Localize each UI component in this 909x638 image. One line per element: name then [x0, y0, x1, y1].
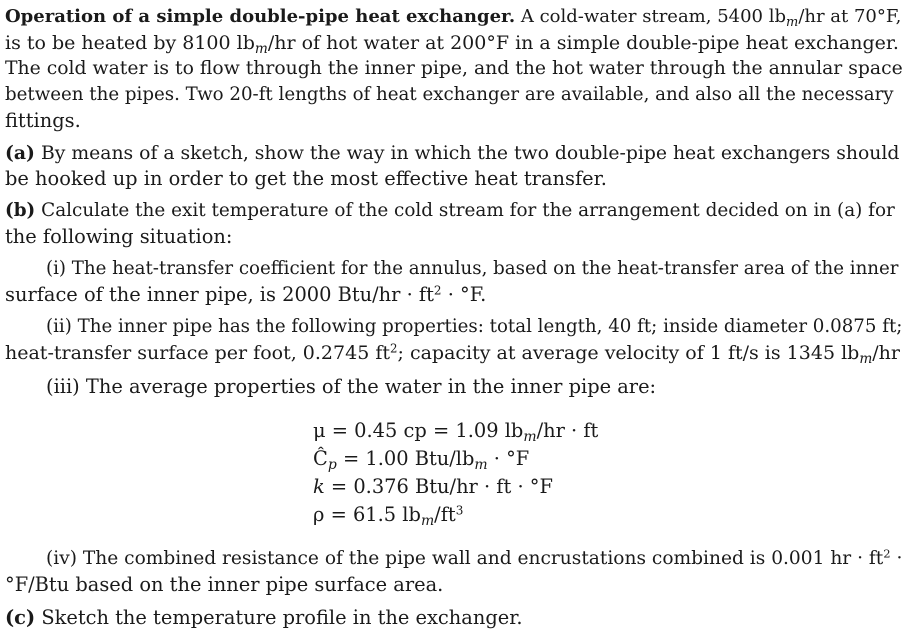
equation-density: ρ = 61.5 $lb_m/ft^3$ — [313, 503, 464, 530]
part-b-line-2: the following situation: — [5, 225, 233, 248]
part-b-line-1: (b) Calculate the exit temperature of the cold stream for the arrangement decided on in (a) for — [5, 200, 895, 221]
part-b-label: (b) — [5, 200, 36, 221]
equation-heat-capacity: $Ĉ_p = 1.00$ Btu/$lb_m \cdot ^\circ F$ — [313, 447, 530, 474]
line-4: between the pipes. Two 20-ft lengths of heat exchanger are available, and also all the necessary — [5, 84, 894, 105]
part-a-line-1: (a) By means of a sketch, show the way in which the two double-pipe heat exchangers should — [5, 142, 900, 164]
line-5: fittings. — [5, 109, 81, 132]
problem-title: Operation of a simple double-pipe heat exchanger. — [5, 6, 516, 27]
item-i-line-1: (i) The heat-transfer coefficient for the annulus, based on the heat-transfer area of the inner — [46, 258, 899, 279]
item-iv-line-1: (iv) The combined resistance of the pipe wall and encrustations combined is 0.001 hr · $ft^2$ · — [46, 546, 903, 569]
part-a-label: (a) — [5, 142, 35, 164]
equation-viscosity: μ = 0.45 cp = 1.09 $lb_m/hr$ · ft — [313, 419, 599, 446]
item-ii-line-1: (ii) The inner pipe has the following properties: total length, 40 ft; inside diameter 0.0875 ft; — [46, 316, 903, 337]
line-3: The cold water is to flow through the inner pipe, and the hot water through the annular space — [5, 58, 903, 79]
item-iii-line: (iii) The average properties of the water in the inner pipe are: — [46, 375, 657, 398]
item-ii-line-2: heat-transfer surface per foot, 0.2745 $ft^2$; capacity at average velocity of 1 ft/s is 1345 $lb_m/hr$ — [5, 341, 901, 368]
line-2: is to be heated by 8100 $lb_m/hr$ of hot water at 200°F in a simple double-pipe heat exchanger. — [5, 32, 899, 58]
line-1: Operation of a simple double-pipe heat exchanger. A cold-water stream, 5400 $lb_m/hr$ at 70°F, — [5, 6, 902, 30]
part-c-line: (c) Sketch the temperature profile in the exchanger. — [5, 606, 523, 629]
part-a-line-2: be hooked up in order to get the most effective heat transfer. — [5, 167, 607, 190]
part-c-label: (c) — [5, 606, 36, 629]
item-i-line-2: surface of the inner pipe, is 2000 $Btu/hr \cdot ft^2 \cdot ^\circ F$. — [5, 283, 487, 306]
item-iv-line-2: °F/Btu based on the inner pipe surface area. — [5, 573, 444, 596]
equation-conductivity: k = 0.376 Btu/hr · ft · °F — [313, 475, 553, 498]
